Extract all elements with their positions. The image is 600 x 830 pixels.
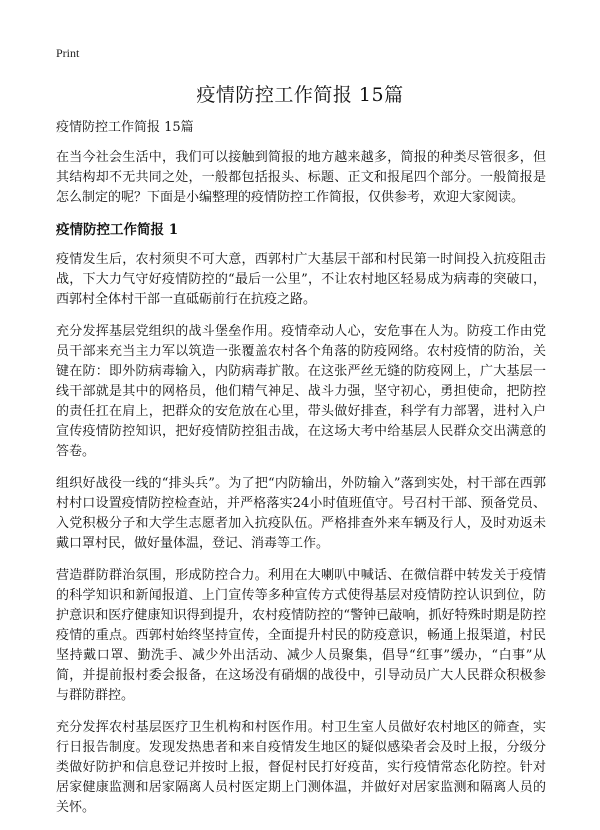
document-subtitle: 疫情防控工作简报 15篇 (56, 120, 194, 135)
intro-paragraph: 在当今社会生活中，我们可以接触到简报的地方越来越多，简报的种类尽管很多，但其结构却不无共同之处，一般都包括报头、标题、正文和报尾四个部分。一般简报是怎么制定的呢？下面是小编整理的疫情防控工作简报，仅供参考，欢迎大家阅读。 (56, 150, 546, 205)
body-paragraph: 充分发挥基层党组织的战斗堡垒作用。疫情牵动人心，安危事在人为。防疫工作由党员干部来充当主力军以筑造一张覆盖农村各个角落的防疫网络。农村疫情的防治，关键在防：即外防病毒输入，内防病毒扩散。在这张严丝无缝的防疫网上，广大基层一线干部就是其中的网格员，他们精气神足、战斗力强，坚守初心，勇担使命，把防控的责任扛在肩上，把群众的安危放在心里，带头做好排查，科学有力部署，进村入户宣传疫情防控知识，把好疫情防控狙击战，在这场大考中给基层人民群众交出满意的答卷。 (56, 324, 546, 459)
section-heading: 疫情防控工作简报 1 (56, 222, 179, 238)
body-paragraph: 组织好战役一线的“排头兵”。为了把“内防输出，外防输入”落到实处，村干部在西郭村村口设置疫情防控检查站，并严格落实24小时值班值守。号召村干部、预备党员、入党积极分子和大学生志愿者加入抗疫队伍。严格排查外来车辆及行人，及时劝返未戴口罩村民，做好量体温，登记、消毒等工作。 (56, 476, 546, 551)
print-label: Print (56, 46, 80, 60)
document-title: 疫情防控工作简报 15篇 (196, 84, 404, 106)
body-paragraph: 充分发挥农村基层医疗卫生机构和村医作用。村卫生室人员做好农村地区的筛查，实行日报告制度。发现发热患者和来自疫情发生地区的疑似感染者会及时上报，分级分类做好防护和信息登记并按时上报，督促村民打好疫苗，实行疫情常态化防控。针对居家健康监测和居家隔离人员村医定期上门测体温，并做好对居家监测和隔离人员的关怀。 (56, 720, 546, 815)
body-paragraph: 疫情发生后，农村须臾不可大意，西郭村广大基层干部和村民第一时间投入抗疫阻击战，下大力气守好疫情防控的“最后一公里”，不让农村地区轻易成为病毒的突破口，西郭村全体村干部一直砥砺前行在抗疫之路。 (56, 252, 546, 307)
document-body (56, 118, 546, 830)
body-paragraph: 营造群防群治氛围，形成防控合力。利用在大喇叭中喊话、在微信群中转发关于疫情的科学知识和新闻报道、上门宣传等多种宣传方式使得基层对疫情防控认识到位，防护意识和医疗健康知识得到提升，农村疫情防控的“警钟已敲响，抓好特殊时期是防控疫情的重点。西郭村始终坚持宣传，全面提升村民的防疫意识，畅通上报渠道，村民坚持戴口罩、勤洗手、减少外出活动、减少人员聚集，倡导“红事”缓办，“白事”从简，并提前报村委会报备，在这场没有硝烟的战役中，引导动员广大人民群众积极参与群防群控。 (56, 568, 546, 703)
